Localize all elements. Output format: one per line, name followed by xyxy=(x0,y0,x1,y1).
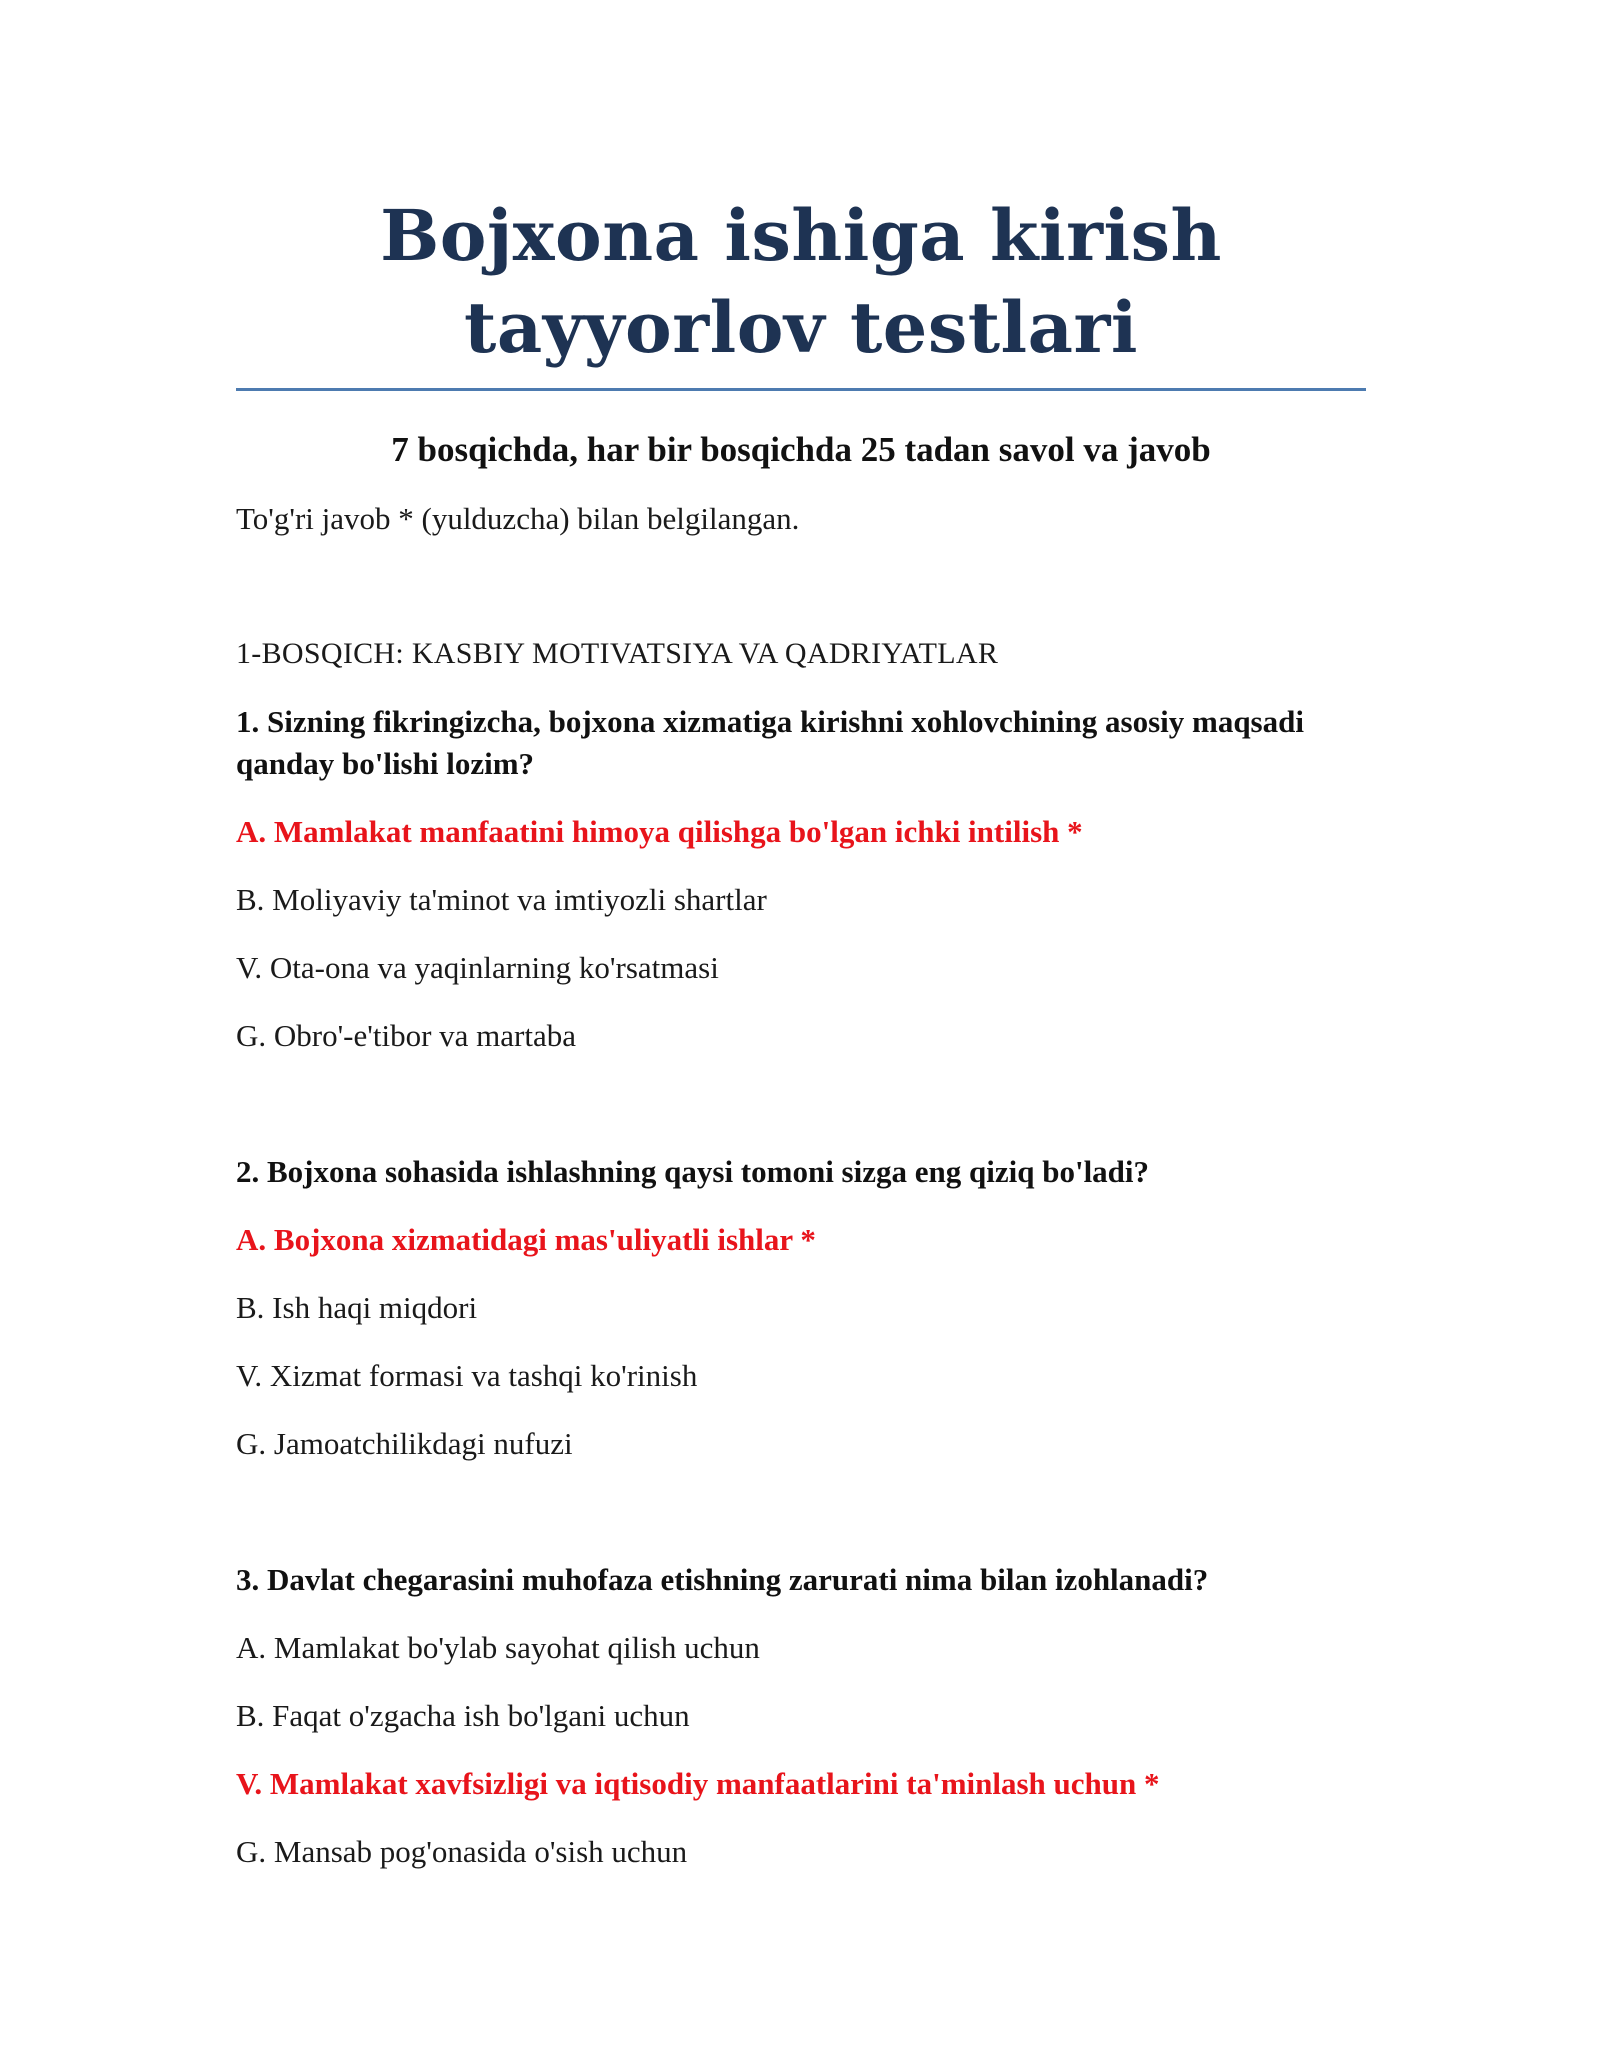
answer-option: V. Ota-ona va yaqinlarning ko'rsatmasi xyxy=(236,950,719,985)
answer-option: V. Xizmat formasi va tashqi ko'rinish xyxy=(236,1358,698,1393)
document-subtitle: 7 bosqichda, har bir bosqichda 25 tadan savol va javob xyxy=(391,430,1211,469)
answer-option-correct: V. Mamlakat xavfsizligi va iqtisodiy manfaatlarini ta'minlash uchun * xyxy=(236,1766,1160,1801)
answer-option: B. Moliyaviy ta'minot va imtiyozli shartlar xyxy=(236,882,767,917)
document-title: Bojxona ishiga kirish tayyorlov testlari xyxy=(380,194,1222,369)
question-spacer xyxy=(236,1057,1366,1124)
answer-key-note: To'g'ri javob * (yulduzcha) bilan belgilangan. xyxy=(236,501,800,536)
question-spacer xyxy=(236,1465,1366,1532)
question-text: 1. Sizning fikringizcha, bojxona xizmatiga kirishni xohlovchining asosiy maqsadi qanday bo'lishi lozim? xyxy=(236,704,1304,781)
answer-option: G. Mansab pog'onasida o'sish uchun xyxy=(236,1834,688,1869)
answer-option: A. Mamlakat bo'ylab sayohat qilish uchun xyxy=(236,1630,760,1665)
document-page xyxy=(236,0,1366,1873)
question-2 xyxy=(236,1151,1366,1465)
title-divider xyxy=(236,388,1366,391)
answer-option: G. Jamoatchilikdagi nufuzi xyxy=(236,1426,573,1461)
question-1 xyxy=(236,701,1366,1057)
question-3 xyxy=(236,1559,1366,1873)
question-text: 3. Davlat chegarasini muhofaza etishning zarurati nima bilan izohlanadi? xyxy=(236,1562,1209,1597)
question-text: 2. Bojxona sohasida ishlashning qaysi tomoni sizga eng qiziq bo'ladi? xyxy=(236,1154,1150,1189)
stage-heading: 1-BOSQICH: KASBIY MOTIVATSIYA VA QADRIYATLAR xyxy=(236,637,999,670)
answer-option: B. Ish haqi miqdori xyxy=(236,1290,478,1325)
answer-option-correct: A. Bojxona xizmatidagi mas'uliyatli ishlar * xyxy=(236,1222,816,1257)
answer-option: B. Faqat o'zgacha ish bo'lgani uchun xyxy=(236,1698,690,1733)
answer-option: G. Obro'-e'tibor va martaba xyxy=(236,1018,576,1053)
answer-option-correct: A. Mamlakat manfaatini himoya qilishga bo'lgan ichki intilish * xyxy=(236,814,1083,849)
